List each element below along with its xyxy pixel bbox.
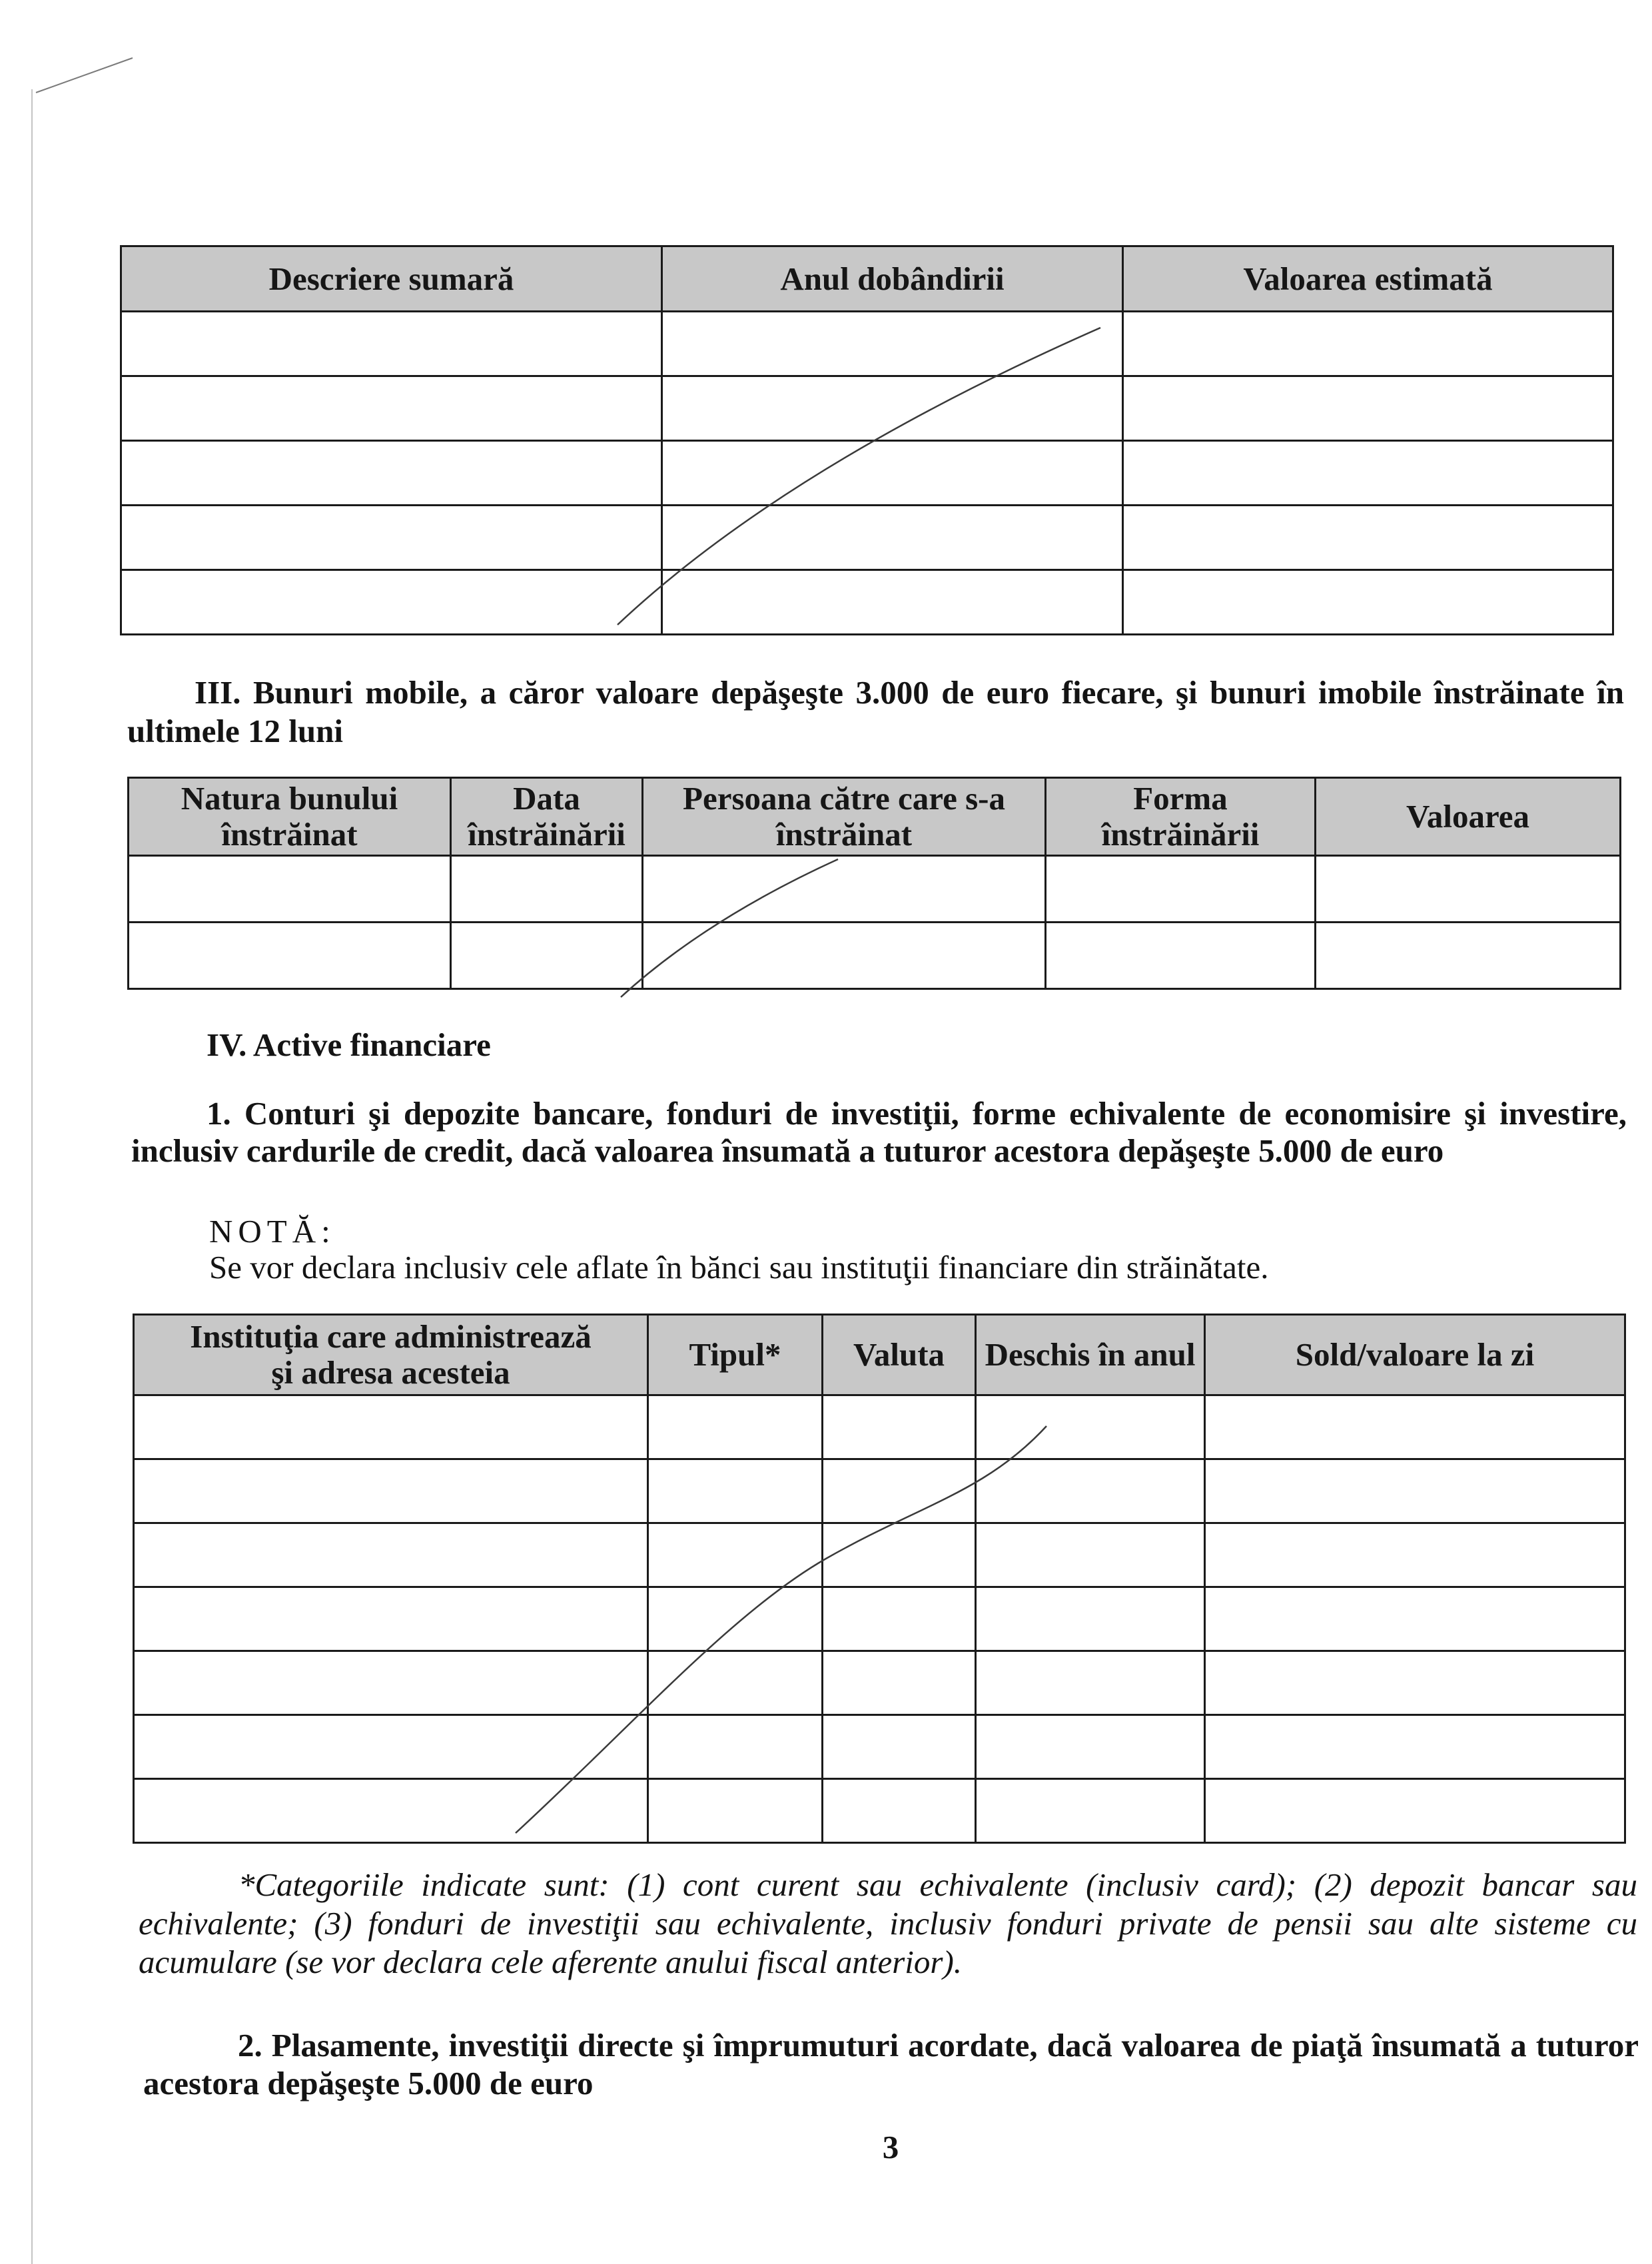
- table-cell: [662, 441, 1123, 506]
- table-cell: [121, 570, 662, 635]
- table-cell: [662, 570, 1123, 635]
- table-header-row: [129, 778, 1621, 856]
- table-cell: [121, 441, 662, 506]
- table-cell: [1205, 1587, 1625, 1651]
- table-cell: [134, 1651, 648, 1715]
- table-cell: [121, 376, 662, 441]
- table-cell: [662, 376, 1123, 441]
- table-cell: [823, 1651, 976, 1715]
- note-label: NOTĂ:: [209, 1213, 336, 1250]
- table-cell: [451, 923, 643, 989]
- table-cell: [134, 1715, 648, 1779]
- table-cell: [121, 506, 662, 570]
- table-row: [121, 506, 1613, 570]
- column-header: Forma înstrăinării: [1046, 778, 1316, 856]
- column-header: Valoarea estimată: [1123, 246, 1613, 312]
- bank-accounts-table: [133, 1314, 1626, 1844]
- table-cell: [134, 1587, 648, 1651]
- column-header: Valoarea: [1316, 778, 1621, 856]
- table-row: [129, 923, 1621, 989]
- column-header: Deschis în anul: [976, 1315, 1205, 1395]
- table-cell: [823, 1779, 976, 1843]
- table-cell: [1046, 923, 1316, 989]
- table-cell: [1205, 1523, 1625, 1587]
- page-number: 3: [882, 2129, 899, 2165]
- table-cell: [823, 1523, 976, 1587]
- column-header: Tipul*: [648, 1315, 823, 1395]
- table-cell: [643, 923, 1046, 989]
- column-header: Descriere sumară: [121, 246, 662, 312]
- table-cell: [134, 1459, 648, 1523]
- table-cell: [121, 312, 662, 376]
- table-cell: [823, 1587, 976, 1651]
- table-row: [121, 376, 1613, 441]
- table-cell: [648, 1779, 823, 1843]
- table-row: [134, 1459, 1625, 1523]
- table-header-row: [134, 1315, 1625, 1395]
- table-cell: [1205, 1715, 1625, 1779]
- subsection-1-heading: 1. Conturi şi depozite bancare, fonduri de investiţii, forme echivalente de economisire şi investire, inclusiv cardurile de credit, dacă valoarea însumată a tuturor acestora depăşeşte 5.000 de euro: [131, 1095, 1627, 1169]
- table-cell: [643, 856, 1046, 923]
- table-row: [121, 312, 1613, 376]
- table-cell: [648, 1715, 823, 1779]
- column-header: Persoana către care s-a înstrăinat: [643, 778, 1046, 856]
- table-row: [134, 1395, 1625, 1459]
- table-cell: [1205, 1779, 1625, 1843]
- table-cell: [1123, 376, 1613, 441]
- table-cell: [976, 1587, 1205, 1651]
- table-cell: [1123, 570, 1613, 635]
- table-cell: [976, 1395, 1205, 1459]
- table-cell: [648, 1651, 823, 1715]
- table-cell: [1205, 1459, 1625, 1523]
- table-cell: [134, 1779, 648, 1843]
- table-row: [134, 1651, 1625, 1715]
- table-cell: [823, 1459, 976, 1523]
- table-cell: [976, 1651, 1205, 1715]
- table-cell: [1205, 1395, 1625, 1459]
- table-row: [121, 570, 1613, 635]
- table-cell: [648, 1523, 823, 1587]
- table-cell: [648, 1395, 823, 1459]
- column-header: Natura bunului înstrăinat: [129, 778, 451, 856]
- table-row: [134, 1523, 1625, 1587]
- table-cell: [1123, 506, 1613, 570]
- table-cell: [1316, 923, 1621, 989]
- column-header: Sold/valoare la zi: [1205, 1315, 1625, 1395]
- subsection-2-heading: 2. Plasamente, investiţii directe şi împrumuturi acordate, dacă valoarea de piaţă însumată a tuturor acestora depăşeşte 5.000 de euro: [143, 2027, 1639, 2101]
- table-row: [134, 1587, 1625, 1651]
- note-text: Se vor declara inclusiv cele aflate în bănci sau instituţii financiare din străinătate.: [209, 1249, 1269, 1286]
- table-cell: [976, 1715, 1205, 1779]
- scan-mark: [36, 58, 133, 93]
- table-cell: [976, 1779, 1205, 1843]
- table-cell: [129, 856, 451, 923]
- table-cell: [823, 1715, 976, 1779]
- table-cell: [134, 1395, 648, 1459]
- section-3-heading: III. Bunuri mobile, a căror valoare depăşeşte 3.000 de euro fiecare, şi bunuri imobile înstrăinate în ultimele 12 luni: [127, 674, 1624, 749]
- column-header: Data înstrăinării: [451, 778, 643, 856]
- column-header: Valuta: [823, 1315, 976, 1395]
- table-cell: [1205, 1651, 1625, 1715]
- categories-footnote: *Categoriile indicate sunt: (1) cont curent sau echivalente (inclusiv card); (2) depozit bancar sau echivalente; (3) fonduri de investiţii sau echivalente, inclusiv fonduri private de pensii sau alte sisteme cu acumulare (se vor declara cele aferente anului fiscal anterior).: [139, 1866, 1637, 1980]
- table-cell: [1046, 856, 1316, 923]
- table-cell: [976, 1459, 1205, 1523]
- table-cell: [129, 923, 451, 989]
- column-header: Instituţia care administrează şi adresa acesteia: [134, 1315, 648, 1395]
- table-cell: [648, 1587, 823, 1651]
- continued-assets-table: [120, 245, 1614, 635]
- table-cell: [648, 1459, 823, 1523]
- table-row: [121, 441, 1613, 506]
- table-header-row: [121, 246, 1613, 312]
- table-cell: [662, 312, 1123, 376]
- table-cell: [976, 1523, 1205, 1587]
- table-cell: [1316, 856, 1621, 923]
- table-cell: [662, 506, 1123, 570]
- table-cell: [1123, 312, 1613, 376]
- table-cell: [451, 856, 643, 923]
- column-header: Anul dobândirii: [662, 246, 1123, 312]
- table-row: [129, 856, 1621, 923]
- alienated-assets-table: [127, 777, 1621, 990]
- section-4-heading: IV. Active financiare: [206, 1026, 491, 1063]
- table-cell: [823, 1395, 976, 1459]
- table-cell: [1123, 441, 1613, 506]
- table-row: [134, 1779, 1625, 1843]
- table-cell: [134, 1523, 648, 1587]
- table-row: [134, 1715, 1625, 1779]
